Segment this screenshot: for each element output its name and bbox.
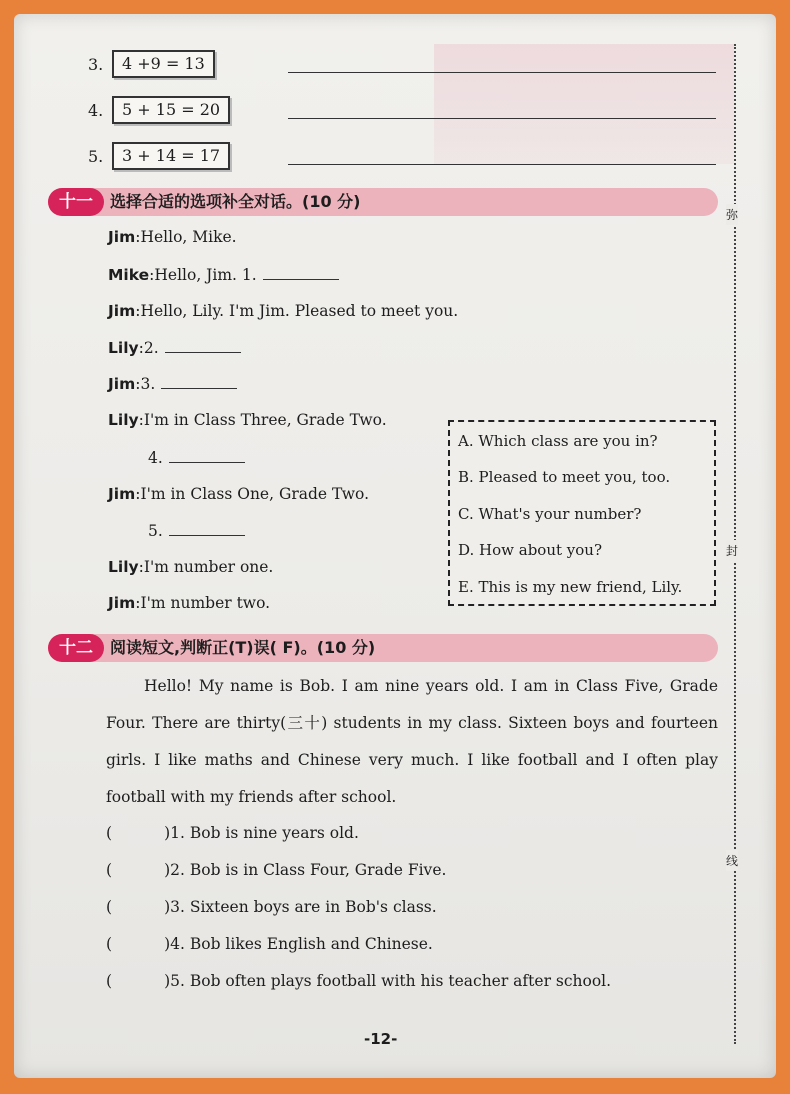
margin-char-3: 线 (726, 850, 738, 871)
equation-number: 4. (88, 101, 104, 120)
dialogue-line (108, 265, 339, 284)
dialogue-line (108, 302, 458, 320)
equation-number: 5. (88, 147, 104, 166)
dialogue-line (108, 485, 369, 503)
equation-box: 4 +9 = 13 (112, 50, 215, 78)
dialogue-text: 2. (143, 339, 159, 357)
answer-paren-open[interactable]: ( (106, 824, 113, 842)
answer-blank[interactable] (165, 338, 241, 353)
dialogue-line (108, 374, 237, 393)
answer-paren-open[interactable]: ( (106, 898, 113, 916)
section-11-header (48, 188, 718, 216)
speaker-colon: : (135, 375, 141, 393)
section-11-number: 十一 (48, 188, 104, 216)
statement-item (106, 972, 611, 990)
statement-item (106, 935, 433, 953)
dialogue-line (148, 448, 245, 467)
statement-text: 2. Bob is in Class Four, Grade Five. (170, 861, 447, 879)
option-item: C. What's your number? (458, 505, 642, 523)
speaker-colon: : (138, 558, 144, 576)
option-item: D. How about you? (458, 541, 602, 559)
dialogue-line (148, 521, 245, 540)
dialogue-line (108, 411, 387, 429)
speaker-colon: : (135, 594, 141, 612)
speaker-colon: : (138, 411, 144, 429)
answer-blank[interactable] (169, 521, 245, 536)
dialogue-line (108, 228, 237, 246)
statement-text: 3. Sixteen boys are in Bob's class. (170, 898, 437, 916)
answer-paren-open[interactable]: ( (106, 935, 113, 953)
answer-paren-close: ) (164, 861, 171, 879)
answer-blank[interactable] (161, 374, 237, 389)
statement-text: 5. Bob often plays football with his teacher after school. (170, 972, 612, 990)
dialogue-text: 5. (148, 522, 163, 540)
answer-line[interactable] (288, 118, 716, 119)
dialogue-text: I'm number one. (143, 558, 274, 576)
passage-text: Hello! My name is Bob. I am nine years old. I am in Class Five, Grade Four. There are thirty(三十) students in my class. Sixteen boys and fourteen girls. I like maths and Chinese very much. I like football and I often play football with my friends after school. (106, 677, 718, 806)
option-item: A. Which class are you in? (458, 432, 658, 450)
equation-number: 3. (88, 55, 104, 74)
dialogue-line (108, 594, 270, 612)
statement-item (106, 824, 359, 842)
dialogue-text: Hello, Lily. I'm Jim. Pleased to meet you. (140, 302, 459, 320)
option-item: E. This is my new friend, Lily. (458, 578, 683, 596)
answer-line[interactable] (288, 164, 716, 165)
dialogue-text: I'm in Class Three, Grade Two. (143, 411, 387, 429)
margin-char-2: 封 (726, 540, 738, 561)
answer-paren-close: ) (164, 972, 171, 990)
speaker-colon: : (135, 302, 141, 320)
speaker-name: Jim (108, 485, 136, 503)
dialogue-text: 4. (148, 449, 163, 467)
dialogue-line (108, 558, 273, 576)
answer-paren-close: ) (164, 824, 171, 842)
speaker-colon: : (149, 266, 155, 284)
bleed-through-header (434, 44, 734, 164)
reading-passage (106, 668, 718, 816)
speaker-name: Jim (108, 228, 136, 246)
statement-item (106, 861, 446, 879)
section-12-header (48, 634, 718, 662)
dialogue-line (108, 338, 241, 357)
option-item: B. Pleased to meet you, too. (458, 468, 671, 486)
dialogue-text: I'm in Class One, Grade Two. (140, 485, 370, 503)
answer-paren-open[interactable]: ( (106, 861, 113, 879)
speaker-name: Lily (108, 411, 139, 429)
margin-char-1: 弥 (726, 204, 738, 225)
speaker-name: Jim (108, 594, 136, 612)
dialogue-text: Hello, Jim. 1. (154, 266, 257, 284)
workbook-page (14, 14, 776, 1078)
speaker-colon: : (135, 228, 141, 246)
answer-paren-close: ) (164, 898, 171, 916)
answer-line[interactable] (288, 72, 716, 73)
dialogue-text: Hello, Mike. (140, 228, 237, 246)
equation-box: 3 + 14 = 17 (112, 142, 230, 170)
dialogue-text: I'm number two. (140, 594, 271, 612)
speaker-name: Lily (108, 339, 139, 357)
section-11-title: 选择合适的选项补全对话。(10 分) (110, 192, 361, 211)
speaker-name: Jim (108, 302, 136, 320)
section-12-title: 阅读短文,判断正(T)误( F)。(10 分) (110, 638, 376, 657)
answer-paren-open[interactable]: ( (106, 972, 113, 990)
speaker-name: Jim (108, 375, 136, 393)
answer-blank[interactable] (169, 448, 245, 463)
statement-text: 1. Bob is nine years old. (170, 824, 359, 842)
section-12-number: 十二 (48, 634, 104, 662)
speaker-name: Mike (108, 266, 150, 284)
speaker-name: Lily (108, 558, 139, 576)
speaker-colon: : (138, 339, 144, 357)
equation-box: 5 + 15 = 20 (112, 96, 230, 124)
dialogue-text: 3. (140, 375, 156, 393)
statement-item (106, 898, 437, 916)
answer-blank[interactable] (263, 265, 339, 280)
answer-paren-close: ) (164, 935, 171, 953)
options-box (448, 420, 716, 606)
page-number: -12- (364, 1030, 398, 1048)
speaker-colon: : (135, 485, 141, 503)
statement-text: 4. Bob likes English and Chinese. (170, 935, 433, 953)
